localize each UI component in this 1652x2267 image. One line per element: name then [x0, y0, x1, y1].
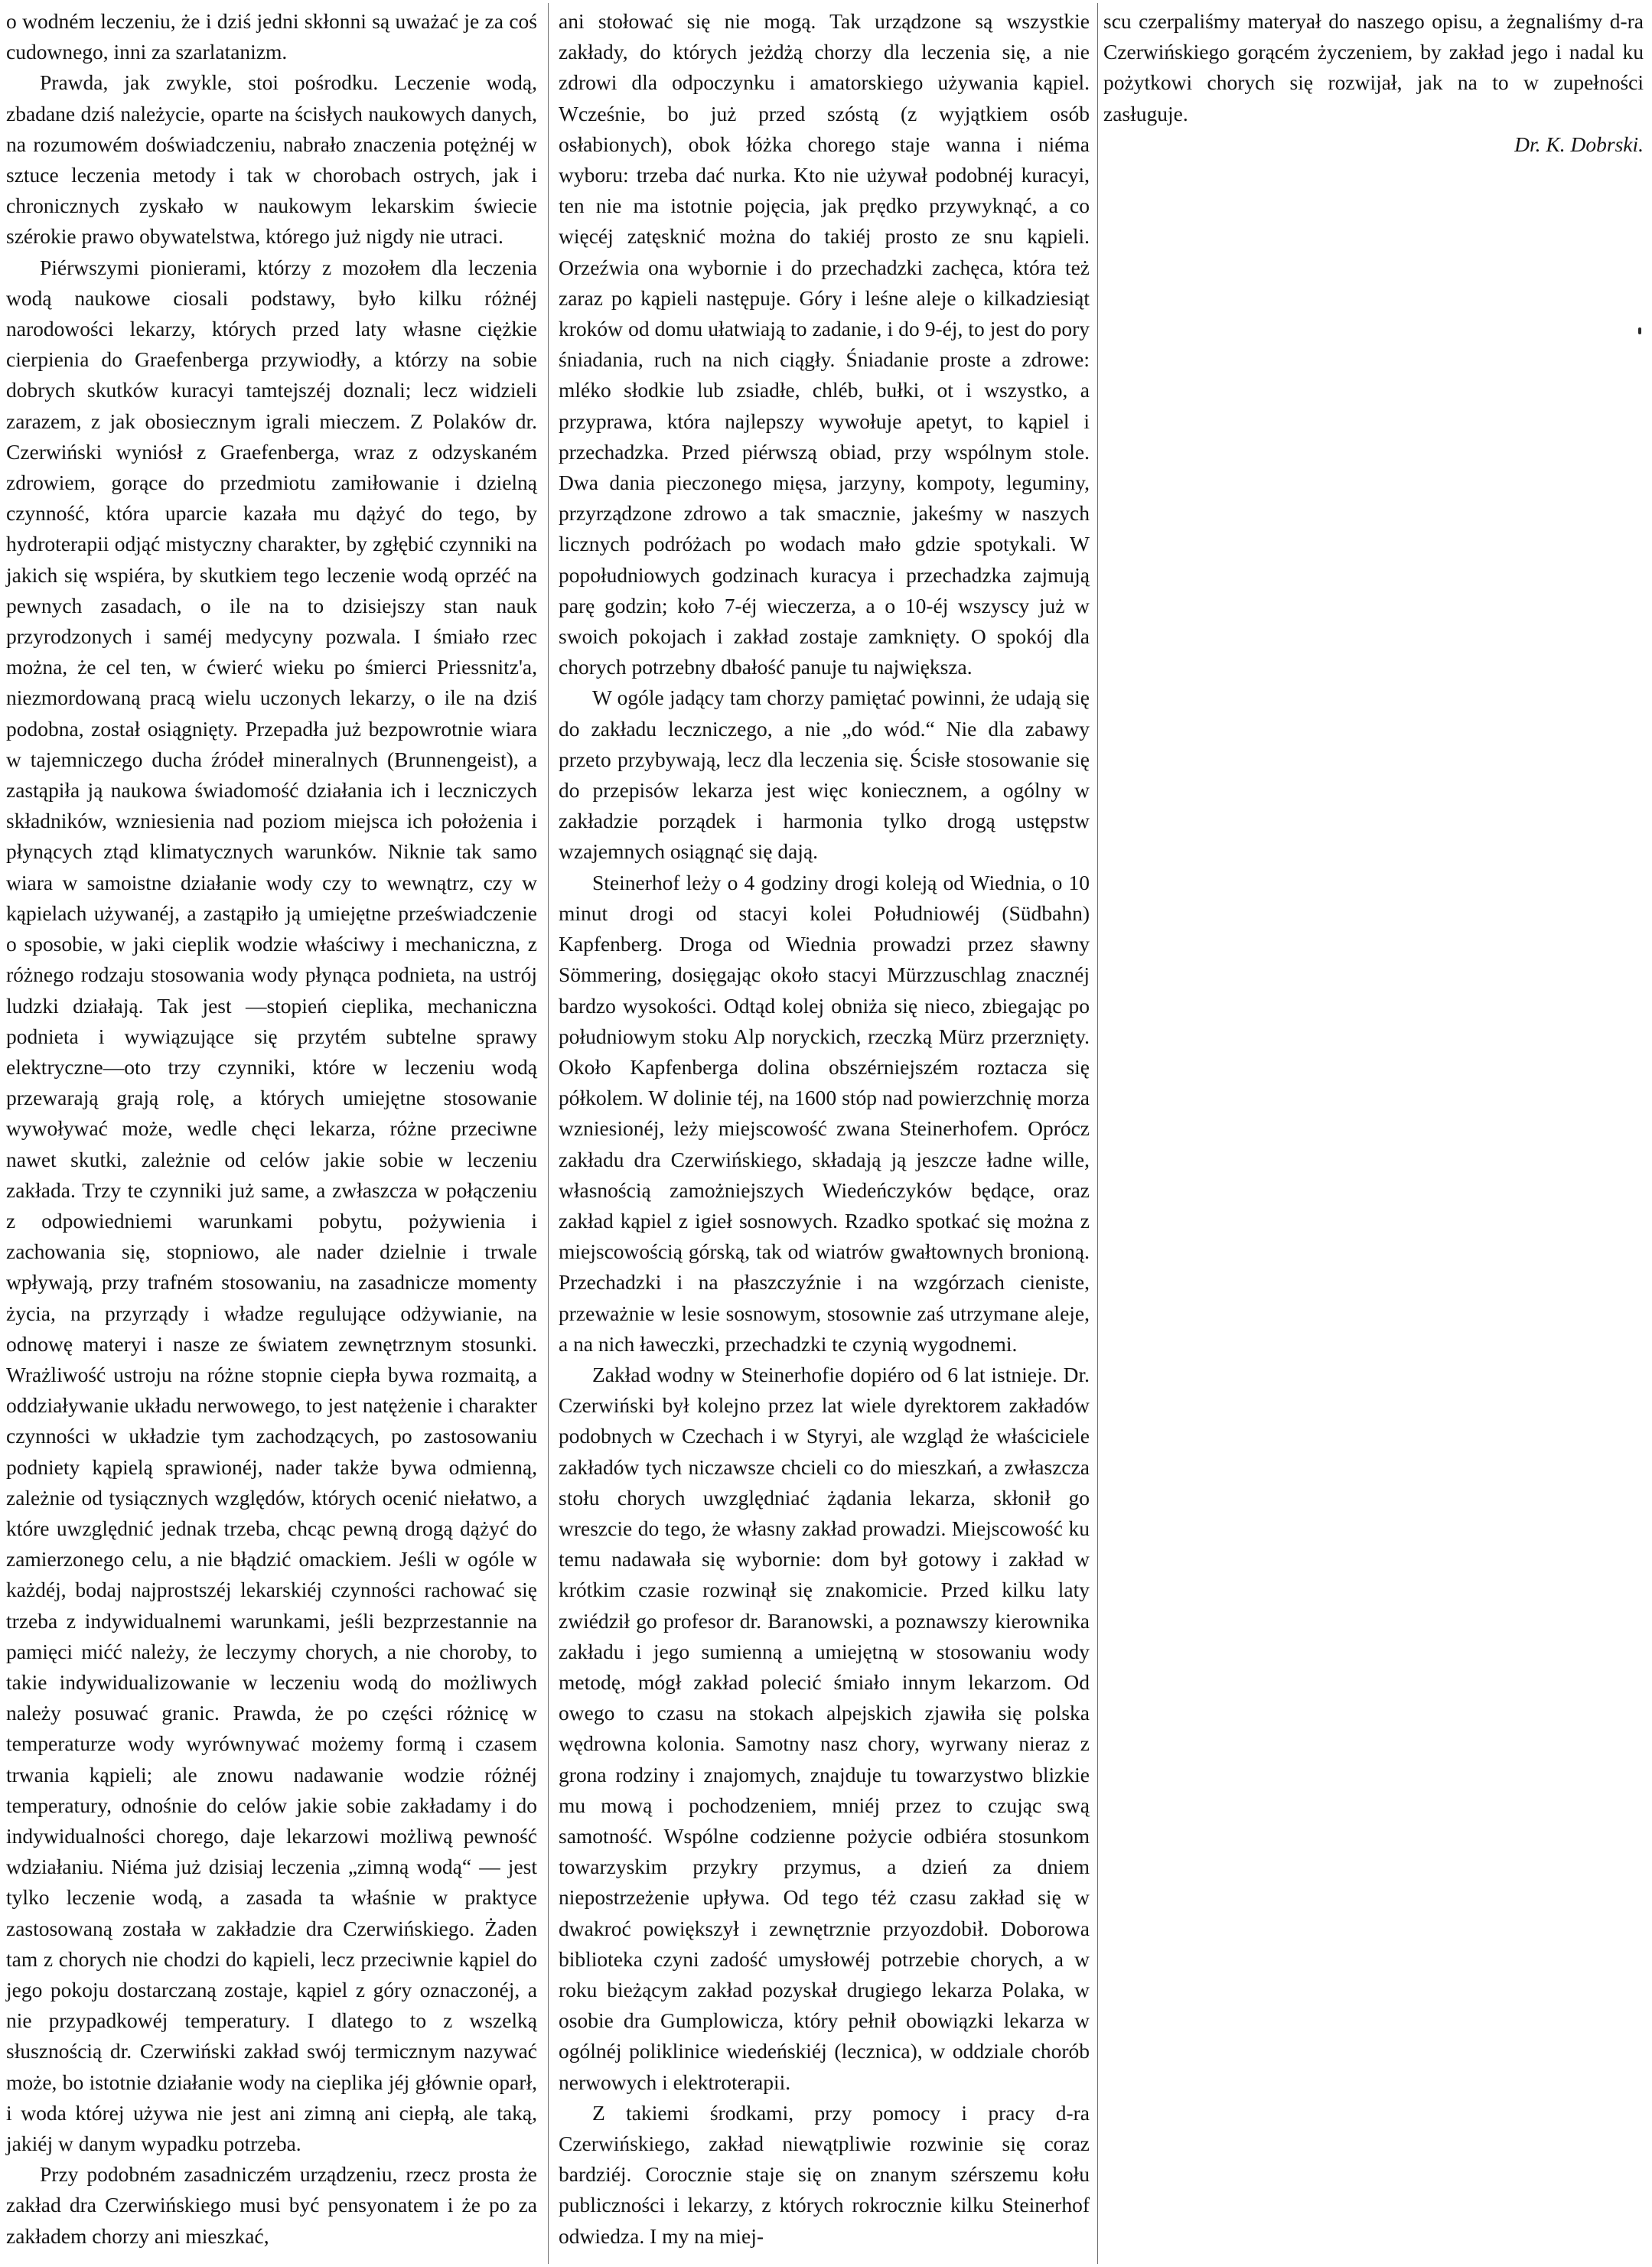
text-column-1 — [6, 6, 537, 2252]
paragraph: Steinerhof leży o 4 godziny drogi koleją od Wiednia, o 10 minut drogi od stacyi kolei Południowéj (Südbahn) Kapfenberg. Droga od Wiednia prowadzi przez sławny Sömmering, dosięgając około stacyi Mürzzuschlag znacznéj bardzo wysokości. Odtąd kolej obniża się nieco, zbiegając po południowym stoku Alp noryckich, rzeczką Mürz przerznięty. Około Kapfenberga dolina obszérniejszém roztacza się półkolem. W dolinie téj, na 1600 stóp nad powierzchnię morza wzniesionéj, leży miejscowość zwana Steinerhofem. Oprócz zakładu dra Czerwińskiego, składają ją jeszcze ładne wille, własnością zamożniejszych Wiedeńczyków będące, oraz zakład kąpiel z igieł sosnowych. Rzadko spotkać się można z miejscowością górską, tak od wiatrów gwałtownych bronioną. Przechadzki i na płaszczyźnie i na wzgórzach cieniste, przeważnie w lesie sosnowym, stosownie zaś utrzymane aleje, a na nich ławeczki, przechadzki te czynią wygodnemi. — [559, 870, 1090, 1356]
paragraph: Z takiemi środkami, przy pomocy i pracy d-ra Czerwińskiego, zakład niewątpliwie rozwinie się coraz bardziéj. Corocznie staje się on znanym szérszemu kołu publiczności i lekarzy, z których rokrocznie kilku Steinerhof odwiedza. I my na miej- — [559, 2100, 1090, 2248]
paragraph: Zakład wodny w Steinerhofie dopiéro od 6 lat istnieje. Dr. Czerwiński był kolejno przez lat wiele dyrektorem zakładów podobnych w Czechach i w Styryi, ale wzgląd że właściciele zakładów tych niczawsze chcieli co do mieszkań, a zwłaszcza stołu chorych uwzględniać żądania lekarza, skłonił go wreszcie do tego, że własny zakład prowadzi. Miejscowość ku temu nadawała się wybornie: dom był gotowy i zakład w krótkim czasie rozwinął się znakomicie. Przed kilku laty zwiédził go profesor dr. Baranowski, a poznawszy kierownika zakładu i jego sumienną a umiejętną w stosowaniu wody metodę, mógł zakład polecić śmiało innym lekarzom. Od owego to czasu na stokach alpejskich zjawiła się polska wędrowna kolonia. Samotny nasz chory, wyrwany nieraz z grona rodziny i znajomych, znajduje tu towarzystwo blizkie mu mową i pochodzeniem, mniéj przez to czując swą samotność. Wspólne codzienne pożycie odbiéra stosunkom towarzyskim przykry przymus, a dzień za dniem niepostrzeżenie upływa. Od tego téż czasu zakład się w dwakroć powiększył i zewnętrznie przyozdobił. Doborowa biblioteka czyni zadość umysłowéj potrzebie chorych, a w roku bieżącym zakład pozyskał drugiego lekarza Polaka, w osobie dra Gumplowicza, który pełnił obowiązki lekarza w ogólnéj poliklinice wiedeńskiéj (lecznica), w oddziale chorób nerwowych i elektroterapii. — [559, 1362, 1090, 2094]
ink-speck — [1638, 327, 1641, 334]
paragraph: o wodném leczeniu, że i dziś jedni skłonni są uważać je za coś cudownego, inni za szarlatanizm. — [6, 9, 537, 64]
paragraph: scu czerpaliśmy materyał do naszego opisu, a żegnaliśmy d-ra Czerwińskiego gorącém życzeniem, by zakład jego i nadal ku pożytkowi chorych się rozwijał, jak na to w zupełności zasługuje. — [1103, 9, 1644, 125]
paragraph: W ogóle jadący tam chorzy pamiętać powinni, że udają się do zakładu leczniczego, a nie „do wód.“ Nie dla zabawy przeto przybywają, lecz dla leczenia się. Ścisłe stosowanie się do przepisów lekarza jest więc koniecznem, a ogólny w zakładzie porządek i harmonia tylko drogą ustępstw wzajemnych osiągnąć się dają. — [559, 686, 1090, 864]
paragraph: Piérwszymi pionierami, którzy z mozołem dla leczenia wodą naukowe ciosali podstawy, było kilku różnéj narodowości lekarzy, których przed laty własne ciężkie cierpienia do Graefenberga przywiodły, a którzy na sobie dobrych skutków kuracyi tamtejszéj doznali; lecz widzieli zarazem, z jak obosiecznym igrali mieczem. Z Polaków dr. Czerwiński wyniósł z Graefenberga, wraz z odzyskaném zdrowiem, gorące do przedmiotu zamiłowanie i dzielną czynność, która uparcie kazała mu dążyć do tego, by hydroterapii odjąć mistyczny charakter, by zgłębić czynniki na jakich się wspiéra, by skutkiem tego leczenie wodą oprzéć na pewnych zasadach, o ile na to dzisiejszy stan nauk przyrodzonych i saméj medycyny pozwala. I śmiało rzec można, że cel ten, w ćwierć wieku po śmierci Priessnitz'a, niezmordowaną pracą wielu uczonych lekarzy, o ile na dziś podobna, został osiągnięty. Przepadła już bezpowrotnie wiara w tajemniczego ducha źródeł mineralnych (Brunnengeist), a zastąpiła ją naukowa świadomość działania ich i leczniczych składników, wzniesienia nad poziom miejsca ich położenia i płynących ztąd klimatycznych warunków. Niknie tak samo wiara w samoistne działanie wody czy to wewnątrz, czy w kąpielach używanéj, a zastąpiło ją umiejętne przeświadczenie o sposobie, w jaki cieplik wodzie właściwy i mechaniczna, z różnego rodzaju stosowania wody płynąca podnieta, na ustrój ludzki działają. Tak jest —stopień cieplika, mechaniczna podnieta i wywiązujące się przytém subtelne sprawy elektryczne—oto trzy czynniki, które w leczeniu wodą przewarają grają rolę, a których umiejętne stosowanie wywoływać może, wedle chęci lekarza, różne przeciwne nawet skutki, zależnie od celów jakie sobie w leczeniu zakłada. Trzy te czynniki już same, a zwłaszcza w połączeniu z odpowiedniemi warunkami pobytu, pożywienia i zachowania się, stopniowo, ale nader dzielnie i trwale wpływają, przy trafném stosowaniu, na zasadnicze momenty życia, na przyrządy i władze regulujące odżywianie, na odnowę materyi i nasze ze światem zewnętrznym stosunki. Wrażliwość ustroju na różne stopnie ciepła bywa rozmaitą, a oddziaływanie układu nerwowego, to jest natężenie i charakter czynności w układzie tym zachodzących, po zastosowaniu podniety kąpielą sprawionéj, nader także bywa odmienną, zależnie od tysiącznych względów, których ocenić niełatwo, a które uwzględnić jednak trzeba, chcąc pewną drogą dążyć do zamierzonego celu, a nie błądzić omackiem. Jeśli w ogóle w każdéj, bodaj najprostszéj lekarskiéj czynności rachować się trzeba z indywidualnemi warunkami, jeśli bezprzestannie na pamięci mićć należy, że leczymy chorych, a nie choroby, to takie indywidualizowanie w leczeniu wodą do możliwych należy posuwać granic. Prawda, że po części różnicę w temperaturze wody wyrównywać możemy formą i czasem trwania kąpieli; ale znowu nadawanie wodzie różnéj temperatury, odnośnie do celów jakie sobie zakładamy i do indywidualności chorego, daje lekarzowi możliwą pewność wdziałaniu. Niéma już dzisiaj leczenia „zimną wodą“ — jest tylko leczenie wodą, a zasada ta właśnie w praktyce zastosowaną została w zakładzie dra Czerwińskiego. Żaden tam z chorych nie chodzi do kąpieli, lecz przeciwnie kąpiel do jego pokoju dostarczaną zostaje, kąpiel z góry oznaczonéj, a nie przypadkowéj temperatury. I dlatego to z wszelką słusznością dr. Czerwiński zakład swój termicznym nazywać może, bo istotnie działanie wody na cieplika jéj głównie oparł, i woda której używa nie jest ani zimną ani ciepłą, ale taką, jakiéj w danym wypadku potrzeba. — [6, 255, 537, 2156]
author-signature: Dr. K. Dobrski. — [1514, 132, 1644, 156]
paragraph: Prawda, jak zwykle, stoi pośrodku. Leczenie wodą, zbadane dziś należycie, oparte na ścisłych naukowych danych, na rozumowém doświadczeniu, nabrało znaczenia potężnéj w sztuce leczenia metody i tak w chorobach ostrych, jak i chronicznych zyskało w naukowym lekarskim świecie szérokie prawo obywatelstwa, którego już nigdy nie utraci. — [6, 70, 537, 249]
paragraph: Przy podobném zasadniczém urządzeniu, rzecz prosta że zakład dra Czerwińskiego musi być pensyonatem i że po za zakładem chorzy ani mieszkać, — [6, 2162, 537, 2248]
text-column-2 — [559, 6, 1090, 2252]
text-column-3 — [1103, 6, 1644, 160]
column-divider — [548, 3, 549, 2264]
column-divider — [1097, 3, 1098, 2264]
paragraph: ani stołować się nie mogą. Tak urządzone są wszystkie zakłady, do których jeżdżą chorzy dla leczenia się, a nie zdrowi dla odpoczynku i amatorskiego używania kąpiel. Wcześnie, bo już przed szóstą (z wyjątkiem osób osłabionych), obok łóżka chorego staje wanna i niéma wyboru: trzeba dać nurka. Kto nie używał podobnéj kuracyi, ten nie ma istotnie pojęcia, jak prędko przywyknąć, a co więcéj zatęsknić można do takiéj prosto ze snu kąpieli. Orzeźwia ona wybornie i do przechadzki zachęca, która też zaraz po kąpieli następuje. Góry i leśne aleje o kilkadziesiąt kroków od domu ułatwiają to zadanie, i do 9-éj, to jest do pory śniadania, ruch na nich ciągły. Śniadanie proste a zdrowe: mléko słodkie lub zsiadłe, chléb, bułki, ot i wszystko, a przyprawa, która najlepszy wywołuje apetyt, to kąpiel i przechadzka. Przed piérwszą obiad, przy wspólnym stole. Dwa dania pieczonego mięsa, jarzyny, kompoty, leguminy, przyrządzone zdrowo a tak smacznie, jakeśmy w naszych licznych podróżach po wodach mało gdzie spotykali. W popołudniowych godzinach kuracya i przechadzka zajmują parę godzin; koło 7-éj wieczerza, a o 10-éj wszyscy już w swoich pokojach i zakład zostaje zamknięty. O spokój dla chorych potrzebny dbałość panuje tu największa. — [559, 9, 1090, 679]
